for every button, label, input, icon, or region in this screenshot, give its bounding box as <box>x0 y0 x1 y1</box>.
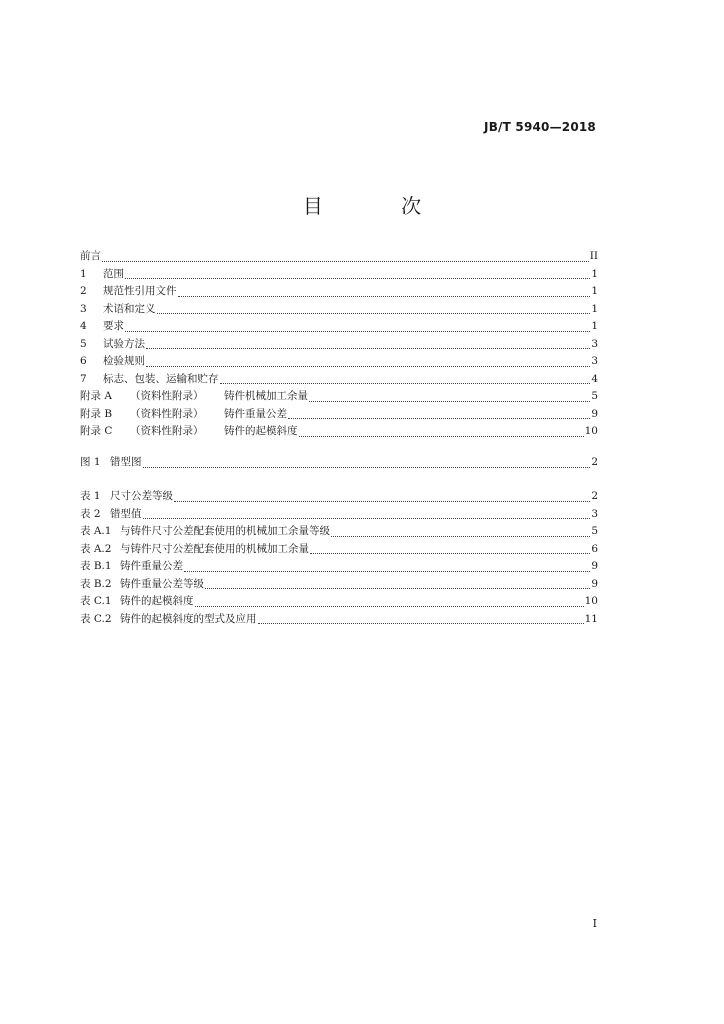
entry-page: 1 <box>591 302 598 315</box>
toc-entry-label <box>80 406 287 424</box>
entry-page: 3 <box>591 507 598 520</box>
entry-number: 附录 C <box>80 425 113 437</box>
leader-dots <box>143 517 591 519</box>
entry-title: 标志、包装、运输和贮存 <box>103 372 219 385</box>
toc-entry-label <box>80 301 156 319</box>
entry-title: 尺寸公差等级 <box>110 490 173 502</box>
entry-page: 4 <box>591 372 598 385</box>
toc-entry-3[interactable] <box>80 301 598 319</box>
leader-dots <box>299 435 584 437</box>
entry-page: 5 <box>591 390 598 402</box>
toc-entry-label <box>80 611 257 629</box>
entry-title: 术语和定义 <box>103 302 156 315</box>
leader-dots <box>143 466 591 468</box>
entry-title: 铸件的起模斜度 <box>224 425 298 437</box>
entry-page: 2 <box>591 456 598 468</box>
toc-entry-label <box>80 336 145 354</box>
leader-dots <box>331 535 590 537</box>
entry-page: 1 <box>591 320 598 332</box>
page-number: I <box>592 917 597 930</box>
toc-entry-2[interactable] <box>80 283 598 301</box>
entry-page: 6 <box>591 542 598 555</box>
entry-number: 表 A.1 <box>80 525 112 537</box>
leader-dots <box>146 347 590 349</box>
toc-entry-table-c1[interactable] <box>80 593 598 611</box>
toc-entry-label <box>80 353 145 371</box>
toc-sections <box>80 248 598 441</box>
entry-title: 铸件重量公差等级 <box>120 577 204 590</box>
toc-entry-label <box>80 248 101 266</box>
toc-entry-table-c2[interactable] <box>80 611 598 629</box>
entry-title: 铸件重量公差 <box>224 407 287 420</box>
toc-entry-table-a1[interactable] <box>80 523 598 541</box>
toc-tables <box>80 488 598 628</box>
entry-title: 与铸件尺寸公差配套使用的机械加工余量 <box>120 542 309 555</box>
toc-entry-table-b2[interactable] <box>80 576 598 594</box>
toc-entry-label <box>80 283 177 301</box>
leader-dots <box>310 552 590 554</box>
entry-number: 6 <box>80 355 87 367</box>
leader-dots <box>157 312 591 314</box>
toc-entry-label <box>80 523 330 541</box>
entry-title: 铸件机械加工余量 <box>224 390 308 402</box>
entry-number: 表 C.2 <box>80 612 112 625</box>
entry-title: 要求 <box>103 320 124 332</box>
annex-type: （资料性附录） <box>130 390 204 402</box>
toc-entry-table-b1[interactable] <box>80 558 598 576</box>
toc-entry-label <box>80 371 219 389</box>
entry-page: II <box>589 250 598 262</box>
page-title: 目 次 <box>302 194 458 218</box>
entry-number: 表 A.2 <box>80 542 112 555</box>
toc-entry-annex-a[interactable] <box>80 388 598 406</box>
entry-page: 2 <box>591 490 598 502</box>
entry-number: 5 <box>80 337 87 350</box>
leader-dots <box>288 417 590 419</box>
entry-page: 3 <box>591 337 598 350</box>
toc-entry-label <box>80 541 309 559</box>
entry-number: 表 2 <box>80 507 101 520</box>
leader-dots <box>184 570 590 572</box>
entry-number: 附录 B <box>80 407 113 420</box>
entry-title: 铸件重量公差 <box>120 560 183 572</box>
entry-number: 2 <box>80 285 87 297</box>
entry-page: 3 <box>591 355 598 367</box>
entry-number: 表 1 <box>80 490 101 502</box>
toc-figures <box>80 454 598 472</box>
toc-entry-table-a2[interactable] <box>80 541 598 559</box>
entry-page: 10 <box>584 425 598 437</box>
entry-number: 表 B.1 <box>80 560 112 572</box>
toc-entry-7[interactable] <box>80 371 598 389</box>
toc-entry-label <box>80 454 142 472</box>
leader-dots <box>125 330 590 332</box>
entry-title: 错型图 <box>110 456 142 468</box>
entry-page: 9 <box>591 407 598 420</box>
entry-title: 试验方法 <box>103 337 145 350</box>
toc-entry-label <box>80 593 194 611</box>
leader-dots <box>102 260 589 262</box>
entry-number: 图 1 <box>80 456 101 468</box>
entry-page: 9 <box>591 560 598 572</box>
entry-page: 5 <box>591 525 598 537</box>
entry-title: 铸件的起模斜度 <box>120 595 194 607</box>
annex-type: （资料性附录） <box>130 425 204 437</box>
toc-entry-label <box>80 423 298 441</box>
leader-dots <box>195 605 584 607</box>
entry-page: 10 <box>584 595 598 607</box>
entry-number: 表 B.2 <box>80 577 112 590</box>
entry-title: 与铸件尺寸公差配套使用的机械加工余量等级 <box>120 525 330 537</box>
entry-title: 错型值 <box>110 507 142 520</box>
toc-entry-label <box>80 576 204 594</box>
leader-dots <box>309 400 590 402</box>
toc-entry-label <box>80 388 308 406</box>
entry-number: 1 <box>80 267 87 280</box>
entry-number: 附录 A <box>80 390 112 402</box>
toc-entry-annex-b[interactable] <box>80 406 598 424</box>
leader-dots <box>205 587 590 589</box>
standard-code: JB/T 5940—2018 <box>484 120 596 134</box>
entry-number: 3 <box>80 302 87 315</box>
entry-number: 7 <box>80 372 87 385</box>
toc-entry-figure-1[interactable] <box>80 454 598 472</box>
leader-dots <box>125 277 590 279</box>
leader-dots <box>146 365 590 367</box>
toc-entry-label <box>80 488 173 506</box>
entry-title: 范围 <box>103 267 124 280</box>
entry-title: 铸件的起模斜度的型式及应用 <box>120 612 257 625</box>
entry-page: 1 <box>591 267 598 280</box>
toc-entry-table-1[interactable] <box>80 488 598 506</box>
toc-entry-5[interactable] <box>80 336 598 354</box>
leader-dots <box>178 295 591 297</box>
leader-dots <box>220 382 591 384</box>
entry-title: 规范性引用文件 <box>103 285 177 297</box>
entry-number: 表 C.1 <box>80 595 112 607</box>
toc-entry-annex-c[interactable] <box>80 423 598 441</box>
leader-dots <box>174 500 590 502</box>
leader-dots <box>258 622 584 624</box>
entry-page: 9 <box>591 577 598 590</box>
entry-number: 4 <box>80 320 87 332</box>
annex-type: （资料性附录） <box>130 407 204 420</box>
entry-page: 1 <box>591 285 598 297</box>
toc-entry-foreword[interactable] <box>80 248 598 266</box>
entry-title: 前言 <box>80 250 101 262</box>
toc-entry-1[interactable] <box>80 266 598 284</box>
toc-entry-table-2[interactable] <box>80 506 598 524</box>
toc-entry-4[interactable] <box>80 318 598 336</box>
entry-page: 11 <box>584 612 598 625</box>
toc-entry-label <box>80 266 124 284</box>
toc-entry-label <box>80 506 142 524</box>
toc-entry-label <box>80 318 124 336</box>
toc-entry-label <box>80 558 183 576</box>
entry-title: 检验规则 <box>103 355 145 367</box>
toc-entry-6[interactable] <box>80 353 598 371</box>
